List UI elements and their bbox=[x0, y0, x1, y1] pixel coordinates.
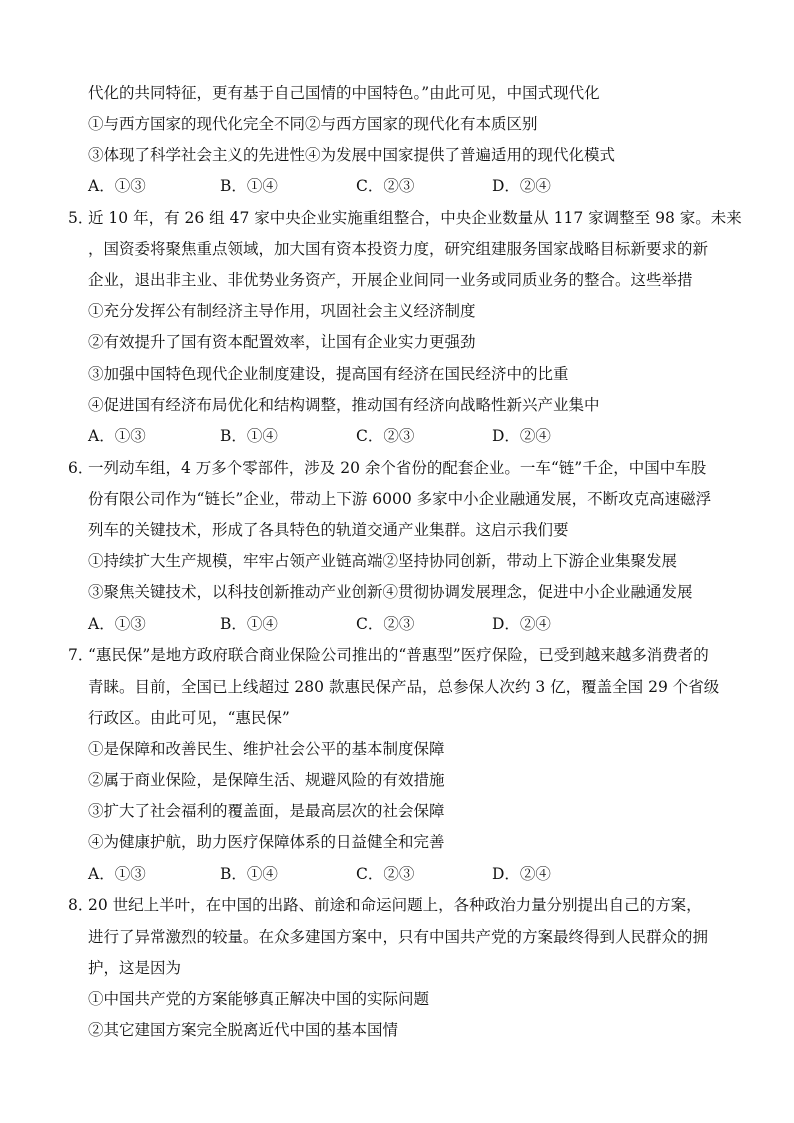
question-8-stem-line: 护，这是因为 bbox=[88, 959, 182, 977]
question-number: 7． bbox=[68, 646, 94, 664]
option-a: A．①③ bbox=[88, 865, 146, 883]
question-5-statement: ②有效提升了国有资本配置效率，让国有企业实力更强劲 bbox=[88, 333, 476, 351]
question-8-statement: ①中国共产党的方案能够真正解决中国的实际问题 bbox=[88, 990, 430, 1008]
question-6-stem-line: 列车的关键技术，形成了各具特色的轨道交通产业集群。这启示我们要 bbox=[88, 521, 569, 539]
option-c: C．②③ bbox=[356, 427, 415, 445]
question-number: 5． bbox=[68, 209, 94, 227]
option-a: A．①③ bbox=[88, 615, 146, 633]
question-7-statement: ③扩大了社会福利的覆盖面，是最高层次的社会保障 bbox=[88, 802, 445, 820]
question-5-statement: ④促进国有经济布局优化和结构调整，推动国有经济向战略性新兴产业集中 bbox=[88, 396, 600, 414]
question-7-statement: ②属于商业保险，是保障生活、规避风险的有效措施 bbox=[88, 771, 445, 789]
question-number: 8． bbox=[68, 896, 94, 914]
option-b: B．①④ bbox=[220, 865, 278, 883]
option-d: D．②④ bbox=[492, 865, 551, 883]
intro-line: 代化的共同特征，更有基于自己国情的中国特色。”由此可见，中国式现代化 bbox=[88, 84, 600, 102]
question-5-statement: ①充分发挥公有制经济主导作用，巩固社会主义经济制度 bbox=[88, 302, 476, 320]
option-c: C．②③ bbox=[356, 615, 415, 633]
question-7-statement: ④为健康护航，助力医疗保障体系的日益健全和完善 bbox=[88, 833, 445, 851]
question-6-statement: ①持续扩大生产规模，牢牢占领产业链高端②坚持协同创新，带动上下游企业集聚发展 bbox=[88, 552, 678, 570]
option-b: B．①④ bbox=[220, 177, 278, 195]
option-d: D．②④ bbox=[492, 427, 551, 445]
option-c: C．②③ bbox=[356, 177, 415, 195]
question-7-stem-line: 青睐。目前，全国已上线超过 280 款惠民保产品，总参保人次约 3 亿，覆盖全国 29 个省级 bbox=[88, 678, 720, 696]
question-7-stem-line: 行政区。由此可见，“惠民保” bbox=[88, 709, 290, 727]
question-8-stem-line: 8．20 世纪上半叶，在中国的出路、前途和命运问题上，各种政治力量分别提出自己的方案， bbox=[68, 896, 702, 914]
question-7-stem-line: 7．“惠民保”是地方政府联合商业保险公司推出的“普惠型”医疗保险，已受到越来越多消费者的 bbox=[68, 646, 709, 664]
option-b: B．①④ bbox=[220, 427, 278, 445]
question-number: 6． bbox=[68, 459, 94, 477]
question-7-statement: ①是保障和改善民生、维护社会公平的基本制度保障 bbox=[88, 740, 445, 758]
question-6-statement: ③聚焦关键技术，以科技创新推动产业创新④贯彻协调发展理念，促进中小企业融通发展 bbox=[88, 583, 693, 601]
option-c: C．②③ bbox=[356, 865, 415, 883]
question-5-statement: ③加强中国特色现代企业制度建设，提高国有经济在国民经济中的比重 bbox=[88, 365, 569, 383]
question-5-stem-line: 5．近 10 年，有 26 组 47 家中央企业实施重组整合，中央企业数量从 117 家调整至 98 家。未来 bbox=[68, 209, 742, 227]
intro-statement: ①与西方国家的现代化完全不同②与西方国家的现代化有本质区别 bbox=[88, 115, 538, 133]
option-d: D．②④ bbox=[492, 177, 551, 195]
question-6-stem-line: 份有限公司作为“链长”企业，带动上下游 6000 多家中小企业融通发展，不断攻克高速磁浮 bbox=[88, 490, 712, 508]
question-8-stem-line: 进行了异常激烈的较量。在众多建国方案中，只有中国共产党的方案最终得到人民群众的拥 bbox=[88, 928, 709, 946]
intro-statement: ③体现了科学社会主义的先进性④为发展中国家提供了普遍适用的现代化模式 bbox=[88, 146, 616, 164]
option-b: B．①④ bbox=[220, 615, 278, 633]
question-5-stem-line: 企业，退出非主业、非优势业务资产，开展企业间同一业务或同质业务的整合。这些举措 bbox=[88, 271, 693, 289]
question-8-statement: ②其它建国方案完全脱离近代中国的基本国情 bbox=[88, 1021, 399, 1039]
question-5-stem-line: ，国资委将聚焦重点领域，加大国有资本投资力度，研究组建服务国家战略目标新要求的新 bbox=[88, 240, 709, 258]
option-a: A．①③ bbox=[88, 427, 146, 445]
option-d: D．②④ bbox=[492, 615, 551, 633]
option-a: A．①③ bbox=[88, 177, 146, 195]
question-6-stem-line: 6．一列动车组，4 万多个零部件，涉及 20 余个省份的配套企业。一车“链”千企，中国中车股 bbox=[68, 459, 707, 477]
